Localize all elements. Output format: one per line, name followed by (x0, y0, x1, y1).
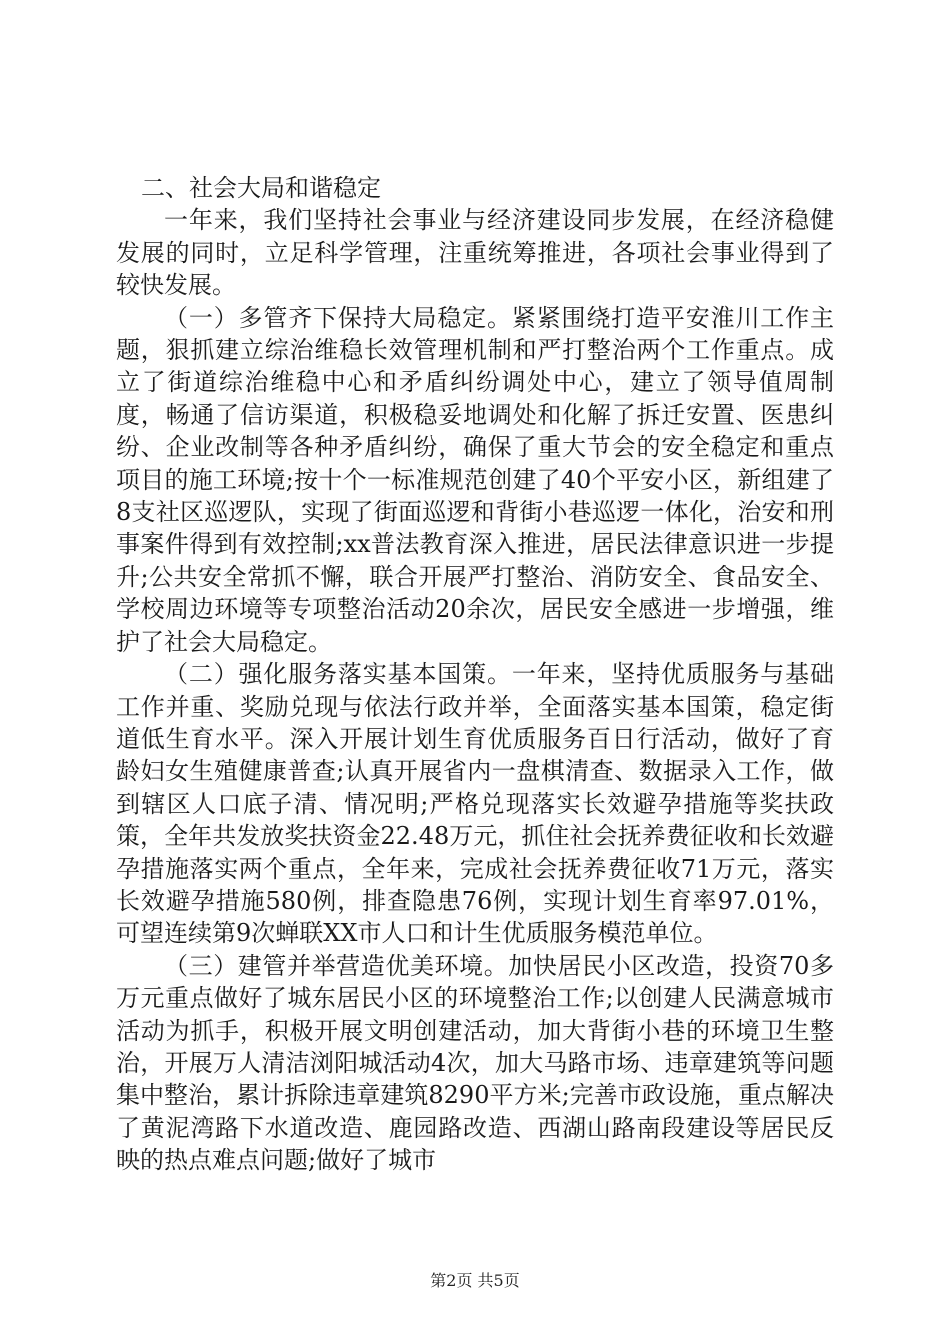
section-heading: 二、社会大局和谐稳定 (141, 174, 381, 202)
paragraph-stability: （一）多管齐下保持大局稳定。紧紧围绕打造平安淮川工作主题，狠抓建立综治维稳长效管理机制和严打整治两个工作重点。成立了街道综治维稳中心和矛盾纠纷调处中心，建立了领导值周制度，畅通了信访渠道，积极稳妥地调处和化解了拆迁安置、医患纠纷、企业改制等各种矛盾纠纷，确保了重大节会的安全稳定和重点项目的施工环境;按十个一标准规范创建了40个平安小区，新组建了8支社区巡逻队，实现了街面巡逻和背街小巷巡逻一体化，治安和刑事案件得到有效控制;xx普法教育深入推进，居民法律意识进一步提升;公共安全常抓不懈，联合开展严打整治、消防安全、食品安全、学校周边环境等专项整治活动20余次，居民安全感进一步增强，维护了社会大局稳定。 (116, 303, 834, 656)
document-body (116, 172, 834, 1177)
page-footer: 第2页 共5页 (430, 1271, 520, 1290)
paragraph-family-planning: （二）强化服务落实基本国策。一年来，坚持优质服务与基础工作并重、奖励兑现与依法行政并举，全面落实基本国策，稳定街道低生育水平。深入开展计划生育优质服务百日行活动，做好了育龄妇女生殖健康普查;认真开展省内一盘棋清查、数据录入工作，做到辖区人口底子清、情况明;严格兑现落实长效避孕措施等奖扶政策，全年共发放奖扶资金22.48万元，抓住社会抚养费征收和长效避孕措施落实两个重点，全年来，完成社会抚养费征收71万元，落实长效避孕措施580例，排查隐患76例，实现计划生育率97.01%，可望连续第9次蝉联XX市人口和计生优质服务模范单位。 (116, 660, 834, 948)
paragraph-environment: （三）建管并举营造优美环境。加快居民小区改造，投资70多万元重点做好了城东居民小区的环境整治工作;以创建人民满意城市活动为抓手，积极开展文明创建活动，加大背街小巷的环境卫生整治，开展万人清洁浏阳城活动4次，加大马路市场、违章建筑等问题集中整治，累计拆除违章建筑8290平方米;完善市政设施，重点解决了黄泥湾路下水道改造、鹿园路改造、西湖山路南段建设等居民反映的热点难点问题;做好了城市 (116, 951, 834, 1175)
paragraph-intro: 一年来，我们坚持社会事业与经济建设同步发展，在经济稳健发展的同时，立足科学管理，注重统筹推进，各项社会事业得到了较快发展。 (116, 206, 834, 300)
